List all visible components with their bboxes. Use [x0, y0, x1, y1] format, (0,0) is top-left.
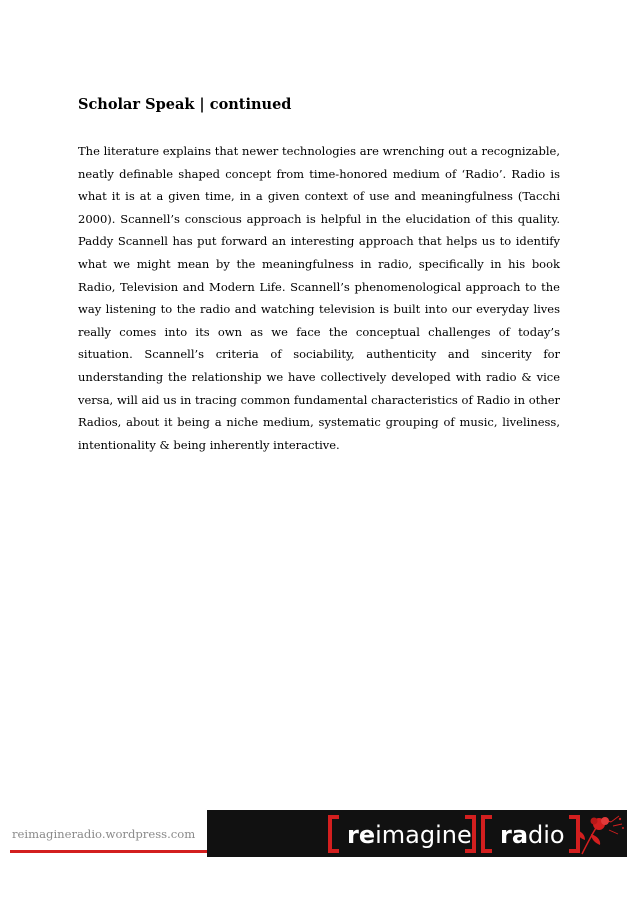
reimagine-radio-logo-banner: [207, 810, 627, 857]
section-heading: Scholar Speak | continued: [78, 96, 292, 113]
logo-word-radio: radio: [500, 821, 565, 849]
logo-word-reimagine: reimagine: [347, 821, 472, 849]
left-bracket-icon: [330, 817, 339, 851]
footer-divider: [10, 850, 208, 853]
left-bracket-icon-2: [483, 817, 492, 851]
right-bracket-icon-2: [569, 817, 578, 851]
rose-icon: [577, 816, 624, 854]
footer-url[interactable]: reimagineradio.wordpress.com: [12, 827, 196, 841]
logo-graphic: [207, 810, 627, 857]
body-paragraph: The literature explains that newer technologies are wrenching out a recognizable, neatly definable shaped concept from time-honored medium of ‘Radio’. Radio is what it is at a given time, in a given context of use and meaningfulness (Tacchi 2000). Scannell’s conscious approach is helpful in the elucidation of this quality. Paddy Scannell has put forward an interesting approach that helps us to identify what we might mean by the meaningfulness in radio, specifically in his book Radio, Television and Modern Life. Scannell’s phenomenological approach to the way listening to the radio and watching television is built into our everyday lives really comes into its own as we face the conceptual challenges of today’s situation. Scannell’s criteria of sociability, authenticity and sincerity for understanding the relationship we have collectively developed with radio & vice versa, will aid us in tracing common fundamental characteristics of Radio in other Radios, about it being a niche medium, systematic grouping of music, liveliness, intentionality & being inherently interactive.: [78, 144, 560, 452]
